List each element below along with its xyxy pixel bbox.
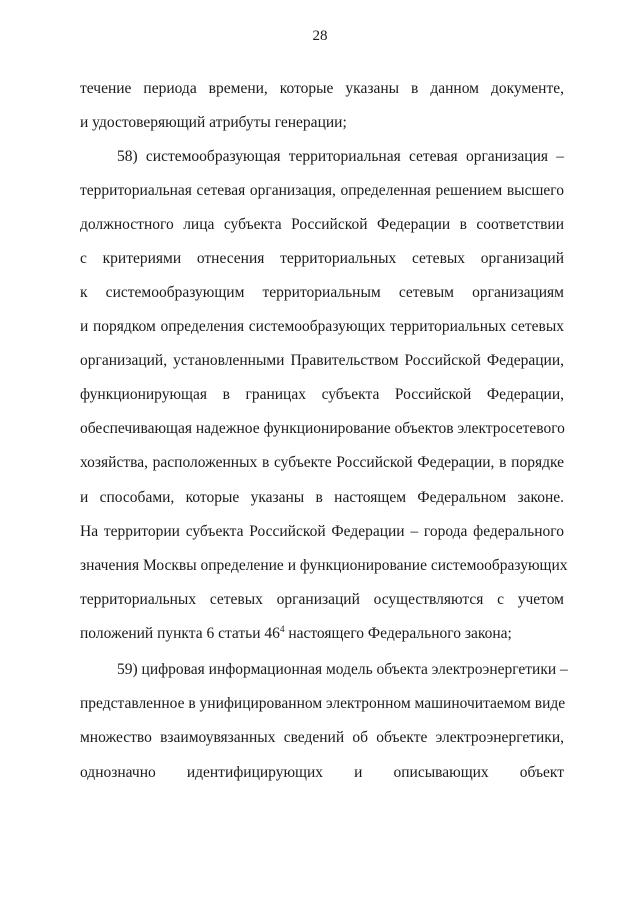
text-line: представленное в унифицированном электронном машиночитаемом виде (80, 695, 566, 712)
text-line: территориальных сетевых организаций осуществляются с учетом (80, 591, 564, 608)
text-line: к системообразующим территориальным сетевым организациям (80, 284, 564, 301)
text-line: территориальная сетевая организация, определенная решением высшего (80, 182, 564, 199)
text-line: должностного лица субъекта Российской Федерации в соответствии (80, 216, 564, 233)
text-line: На территории субъекта Российской Федерации – города федерального (80, 523, 564, 540)
text-line: и порядком определения системообразующих территориальных сетевых (80, 318, 564, 335)
text-line: множество взаимоувязанных сведений об объекте электроэнергетики, (80, 729, 564, 746)
text-line: однозначно идентифицирующих и описывающих объект (80, 764, 564, 781)
text-line: организаций, установленными Правительством Российской Федерации, (80, 352, 564, 369)
text-line-with-superscript (80, 623, 564, 645)
text-line: и удостоверяющий атрибуты генерации; (80, 114, 347, 131)
paragraph-58-start: 58) системообразующая территориальная сетевая организация – (117, 148, 564, 165)
text-line: и способами, которые указаны в настоящем Федеральном законе. (80, 489, 564, 506)
page-number: 28 (312, 28, 328, 44)
text-line: значения Москвы определение и функционирование системообразующих (80, 557, 568, 574)
text-line: течение периода времени, которые указаны в данном документе, (80, 80, 564, 97)
text-fragment: настоящего Федерального закона; (284, 625, 512, 642)
text-line: хозяйства, расположенных в субъекте Российской Федерации, в порядке (80, 454, 564, 471)
text-line: с критериями отнесения территориальных сетевых организаций (80, 250, 564, 267)
text-line: обеспечивающая надежное функционирование объектов электросетевого (80, 420, 565, 437)
paragraph-59-start: 59) цифровая информационная модель объекта электроэнергетики – (117, 661, 568, 678)
text-fragment: положений пункта 6 статьи 46 (80, 625, 280, 642)
text-line: функционирующая в границах субъекта Российской Федерации, (80, 386, 564, 403)
superscript: 4 (279, 624, 285, 634)
